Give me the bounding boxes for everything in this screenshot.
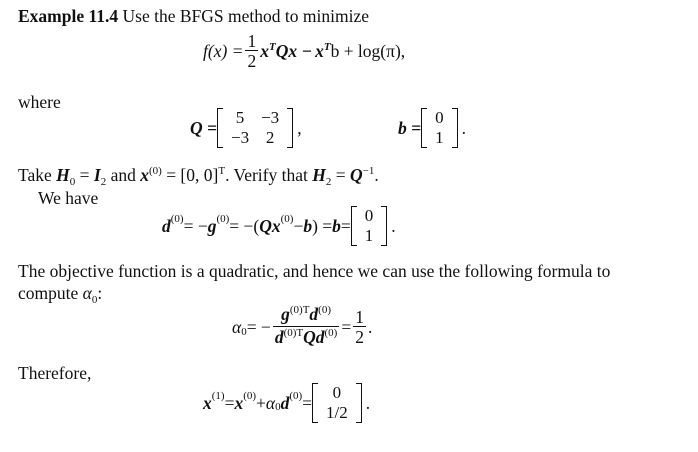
- alpha-result: $\frac{1}{2}$: [355, 307, 364, 347]
- example-header: [18, 6, 369, 27]
- paragraph-line1: The objective function is a quadratic, and hence we can use the following formula to: [18, 261, 611, 281]
- update-vector: 0 1/2: [312, 383, 362, 423]
- b-label: b =: [398, 117, 422, 138]
- b-vector-row: b = 0 1 .: [398, 108, 466, 147]
- half-fraction: $\frac{1}{2}$: [247, 31, 257, 71]
- we-have-label: We have: [38, 188, 99, 208]
- paragraph-line2: compute $\alpha_0$:: [18, 283, 103, 306]
- take-line: Take $H_0 = I_2$ and $x^{(0)} = [0$, 0]$^T$. Verify that $H_2 = Q^{-1}$.: [18, 165, 379, 188]
- therefore-label: Therefore,: [18, 363, 92, 383]
- objective-term2: b + log(π),: [330, 41, 406, 61]
- Q-matrix-row: Q = 5 −3 −3 2 ,: [190, 108, 302, 147]
- where-label: where: [18, 92, 61, 112]
- alpha-fraction: $\frac{g^{(0)T}d^{(0)}}{d^{(0)T}Qd^{(0)}}$: [273, 305, 340, 350]
- objective-equation: f(x) = $\frac{1}{2}$ $x^T$ Qx − $x^T$ b + log(π),: [203, 31, 406, 71]
- example-label: Example 11.4: [18, 6, 119, 26]
- direction-vector: 0 1: [351, 206, 388, 246]
- objective-term1: Qx −: [275, 41, 313, 61]
- update-equation: x $^{(1)}$ = x $^{(0)}$ + α $_0$ d $^{(0)}$ = 0 1/2 .: [203, 383, 371, 422]
- example-intro: Use the BFGS method to minimize: [122, 6, 369, 26]
- Q-matrix: 5 −3 −3 2: [217, 108, 293, 148]
- objective-lhs: f(x) =: [203, 41, 244, 61]
- alpha-formula: α $_0$ = − $\frac{g^{(0)T}d^{(0)}}{d^{(0)T}Qd^{(0)}}$ = $\frac{1}{2}$ .: [232, 305, 372, 350]
- direction-equation: d $^{(0)}$ = − g $^{(0)}$ = −( Q x $^{(0)}$ − b ) = b = 0 1 .: [162, 206, 396, 245]
- b-vector: 0 1: [421, 108, 458, 148]
- Q-label: Q =: [190, 117, 217, 138]
